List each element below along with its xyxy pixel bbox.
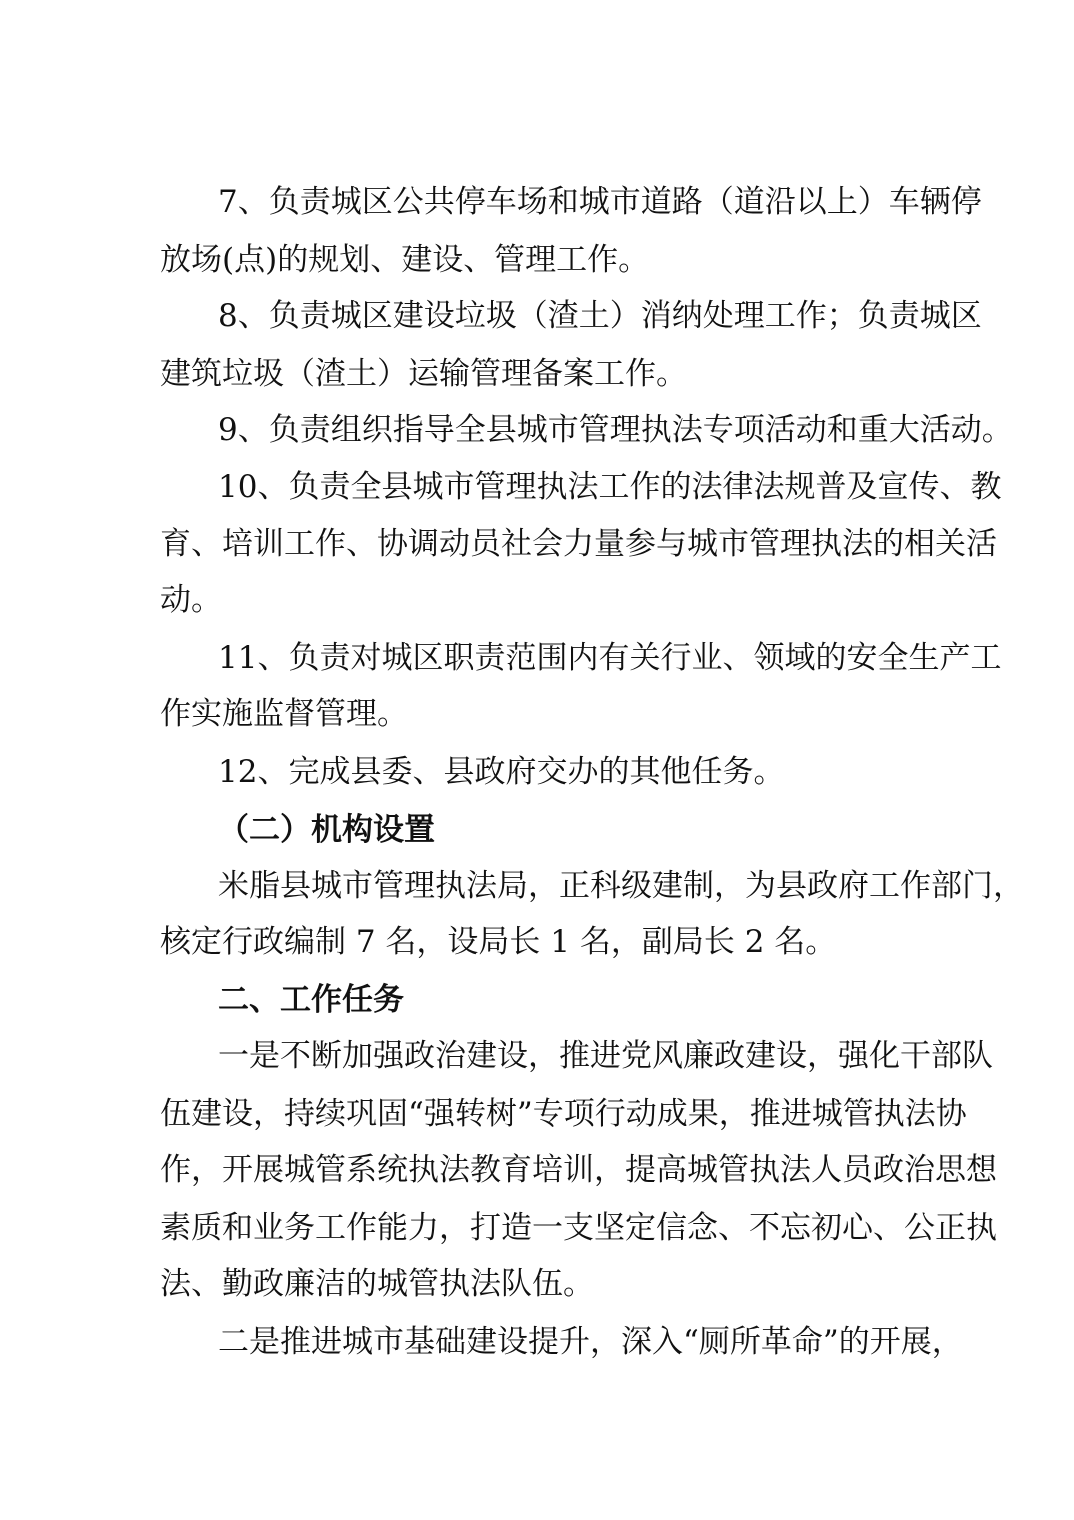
organization-line-2: 核定行政编制 7 名，设局长 1 名，副局长 2 名。 — [160, 924, 837, 960]
section-heading-organization: （二）机构设置 — [218, 812, 435, 848]
task-1-line-4: 素质和业务工作能力，打造一支坚定信念、不忘初心、公正执 — [160, 1210, 997, 1246]
paragraph-7-line-1: 7、负责城区公共停车场和城市道路（道沿以上）车辆停 — [218, 184, 982, 220]
task-2-line-1: 二是推进城市基础建设提升，深入“厕所革命”的开展， — [218, 1324, 963, 1360]
paragraph-11-line-2: 作实施监督管理。 — [160, 696, 408, 732]
paragraph-10-line-2: 育、培训工作、协调动员社会力量参与城市管理执法的相关活 — [160, 526, 997, 562]
section-heading-tasks: 二、工作任务 — [218, 982, 404, 1018]
task-1-line-2: 伍建设，持续巩固“强转树”专项行动成果，推进城管执法协 — [160, 1096, 967, 1132]
task-1-line-3: 作，开展城管系统执法教育培训，提高城管执法人员政治思想 — [160, 1152, 997, 1188]
organization-line-1: 米脂县城市管理执法局，正科级建制，为县政府工作部门， — [218, 868, 1024, 904]
task-1-line-1: 一是不断加强政治建设，推进党风廉政建设，强化干部队 — [218, 1038, 993, 1074]
paragraph-10-line-1: 10、负责全县城市管理执法工作的法律法规普及宣传、教 — [218, 469, 1002, 505]
paragraph-7-line-2: 放场(点)的规划、建设、管理工作。 — [160, 242, 650, 278]
task-1-line-5: 法、勤政廉洁的城管执法队伍。 — [160, 1266, 594, 1302]
paragraph-11-line-1: 11、负责对城区职责范围内有关行业、领域的安全生产工 — [218, 640, 1002, 676]
paragraph-8-line-1: 8、负责城区建设垃圾（渣土）消纳处理工作；负责城区 — [218, 298, 982, 334]
paragraph-12-line-1: 12、完成县委、县政府交办的其他任务。 — [218, 754, 785, 790]
paragraph-9-line-1: 9、负责组织指导全县城市管理执法专项活动和重大活动。 — [218, 412, 1013, 448]
paragraph-10-line-3: 动。 — [160, 582, 222, 618]
paragraph-8-line-2: 建筑垃圾（渣土）运输管理备案工作。 — [160, 356, 687, 392]
